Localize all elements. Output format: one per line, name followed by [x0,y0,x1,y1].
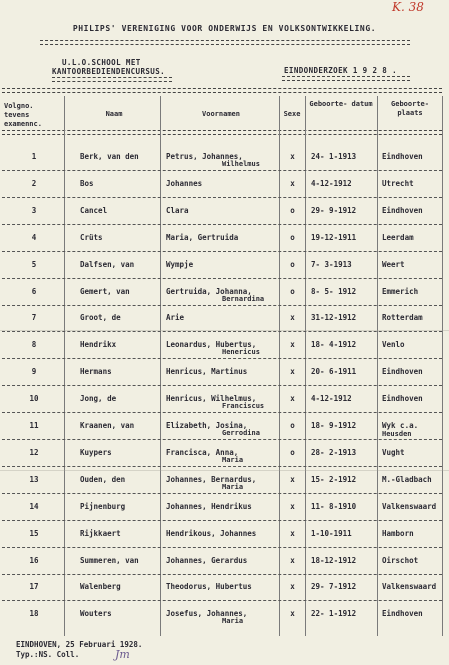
row-separator [2,520,442,521]
student-first-names: Henricus, Wilhelmus, [166,394,257,403]
row-number: 17 [29,582,39,591]
row-number: 8 [31,340,37,349]
row-separator [2,278,442,279]
student-surname: Groot, de [80,313,121,322]
student-surname: Jong, de [80,394,117,403]
birth-place: Rotterdam [382,313,423,322]
birth-date: 31-12-1912 [311,313,357,322]
row-separator [2,385,442,386]
student-sex: o [290,448,295,457]
student-sex: x [290,367,295,376]
student-sex: x [290,502,295,511]
student-sex: x [290,179,295,188]
student-sex: x [290,529,295,538]
birth-date: 1-10-1911 [311,529,352,538]
student-first-names: Arie [166,313,185,322]
student-sex: x [290,313,295,322]
school-line-1: U.L.O.SCHOOL MET [62,58,141,67]
birth-place: Wyk c.a. [382,421,419,430]
header-naam: Naam [105,110,123,118]
row-separator [2,358,442,359]
paper-fold [0,470,449,471]
birth-date: 8- 5- 1912 [311,287,357,296]
birth-date: 11- 8-1910 [311,502,357,511]
title-underline [40,40,410,45]
birth-date: 18- 4-1912 [311,340,357,349]
row-separator [2,600,442,601]
header-geboortedatum: Geboorte- datum [309,100,373,108]
student-sex: x [290,609,295,618]
student-first-names: Maria, Gertruida [166,233,239,242]
student-surname: Rijkkaert [80,529,121,538]
row-number: 5 [31,260,37,269]
student-first-names: Francisca, Anna, [166,448,239,457]
row-number: 2 [31,179,37,188]
column-divider [305,96,306,636]
birth-place: Weert [382,260,405,269]
column-divider [377,96,378,636]
row-number: 9 [31,367,37,376]
row-number: 11 [29,421,39,430]
student-first-names-cont: Maria [222,456,244,464]
birth-place: Eindhoven [382,394,423,403]
exam-underline [282,76,410,81]
student-surname: Walenberg [80,582,121,591]
header-geboorteplaats: Geboorte- plaats [391,100,429,117]
row-separator [2,547,442,548]
student-sex: x [290,475,295,484]
birth-date: 4-12-1912 [311,394,352,403]
row-separator [2,170,442,171]
student-sex: o [290,421,295,430]
student-sex: x [290,340,295,349]
birth-place: Valkenswaard [382,502,437,511]
row-number: 16 [29,556,39,565]
birth-date: 28- 2-1913 [311,448,357,457]
student-first-names: Johannes [166,179,203,188]
header-voornamen: Voornamen [202,110,240,118]
student-surname: Hermans [80,367,112,376]
student-first-names: Hendrikous, Johannes [166,529,257,538]
student-sex: x [290,582,295,591]
student-surname: Crüts [80,233,103,242]
row-number: 3 [31,206,37,215]
header-rule [2,130,442,135]
student-surname: Summeren, van [80,556,139,565]
header-volgno: Volgno. tevens examennc. [4,102,42,128]
student-first-names: Theodorus, Hubertus [166,582,252,591]
student-sex: o [290,260,295,269]
column-divider [442,96,443,636]
row-separator [2,224,442,225]
birth-place: Oirschot [382,556,419,565]
birth-date: 29- 9-1912 [311,206,357,215]
birth-place: Leerdam [382,233,414,242]
student-surname: Bos [80,179,94,188]
row-number: 7 [31,313,37,322]
birth-date: 7- 3-1913 [311,260,352,269]
birth-date: 22- 1-1912 [311,609,357,618]
student-surname: Hendrikx [80,340,117,349]
birth-place: Venlo [382,340,405,349]
student-first-names-cont: Maria [222,483,244,491]
student-surname: Dalfsen, van [80,260,135,269]
column-divider [160,96,161,636]
exam-label: EINDONDERZOEK 1 9 2 8 . [284,66,398,75]
student-first-names-cont: Franciscus [222,402,265,410]
student-first-names: Gertruida, Johanna, [166,287,252,296]
row-separator [2,439,442,440]
row-separator [2,493,442,494]
birth-date: 24- 1-1913 [311,152,357,161]
row-separator [2,412,442,413]
row-number: 12 [29,448,39,457]
student-sex: o [290,206,295,215]
birth-date: 4-12-1912 [311,179,352,188]
student-first-names: Clara [166,206,189,215]
birth-place: Vught [382,448,405,457]
student-first-names: Leonardus, Hubertus, [166,340,257,349]
school-line-2: KANTOORBEDIENDENCURSUS. [52,67,166,76]
student-surname: Berk, van den [80,152,139,161]
student-surname: Ouden, den [80,475,126,484]
birth-place: Eindhoven [382,152,423,161]
student-first-names: Henricus, Martinus [166,367,248,376]
row-number: 13 [29,475,39,484]
row-number: 1 [31,152,37,161]
birth-place: Emmerich [382,287,419,296]
birth-place-cont: Heusden [382,430,412,438]
birth-date: 18-12-1912 [311,556,357,565]
birth-date: 15- 2-1912 [311,475,357,484]
student-sex: o [290,287,295,296]
document-title: PHILIPS' VERENIGING VOOR ONDERWIJS EN VOLKSONTWIKKELING. [72,24,377,33]
birth-place: Utrecht [382,179,414,188]
student-first-names: Petrus, Johannes, [166,152,243,161]
student-sex: x [290,394,295,403]
footer-place-date: EINDHOVEN, 25 Februari 1928. [16,640,143,649]
student-first-names-cont: Maria [222,617,244,625]
row-separator [2,466,442,467]
birth-place: Eindhoven [382,367,423,376]
student-surname: Pijnenburg [80,502,126,511]
row-number: 14 [29,502,39,511]
student-surname: Kraanen, van [80,421,135,430]
row-number: 4 [31,233,37,242]
student-first-names: Johannes, Bernardus, [166,475,257,484]
archive-reference-note: K. 38 [392,0,424,14]
student-first-names: Johannes, Hendrikus [166,502,252,511]
student-sex: x [290,556,295,565]
row-number: 6 [31,287,37,296]
birth-place: M.-Gladbach [382,475,432,484]
student-first-names-cont: Bernardina [222,295,265,303]
student-first-names: Wympje [166,260,194,269]
student-sex: x [290,152,295,161]
student-surname: Kuypers [80,448,112,457]
student-first-names-cont: Henericus [222,348,260,356]
student-first-names-cont: Gerrodina [222,429,260,437]
student-first-names: Josefus, Johannes, [166,609,248,618]
school-underline [52,77,172,82]
birth-place: Hamborn [382,529,414,538]
handwritten-initials: Jm [115,648,130,661]
header-sexe: Sexe [283,110,301,118]
student-first-names: Elizabeth, Josina, [166,421,248,430]
student-first-names: Johannes, Gerardus [166,556,248,565]
student-surname: Gemert, van [80,287,130,296]
row-separator [2,331,442,332]
row-number: 18 [29,609,39,618]
row-separator [2,574,442,575]
row-number: 10 [29,394,39,403]
student-first-names-cont: Wilhelmus [222,160,260,168]
student-surname: Wouters [80,609,112,618]
row-separator [2,305,442,306]
student-surname: Cancel [80,206,108,215]
column-divider [279,96,280,636]
footer-typist: Typ.:NS. Coll. [16,650,80,659]
birth-date: 29- 7-1912 [311,582,357,591]
birth-place: Eindhoven [382,609,423,618]
row-separator [2,251,442,252]
row-separator [2,197,442,198]
table-top-rule [2,88,442,93]
birth-date: 18- 9-1912 [311,421,357,430]
birth-place: Valkenswaard [382,582,437,591]
row-number: 15 [29,529,39,538]
birth-date: 20- 6-1911 [311,367,357,376]
birth-place: Eindhoven [382,206,423,215]
student-sex: o [290,233,295,242]
column-divider [64,96,65,636]
birth-date: 19-12-1911 [311,233,357,242]
